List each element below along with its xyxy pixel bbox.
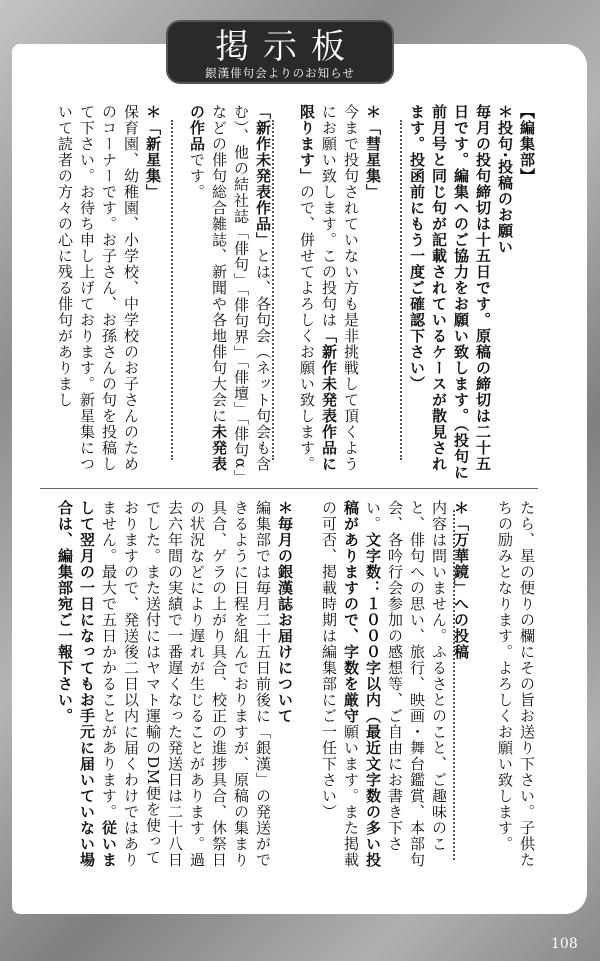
title-banner xyxy=(168,22,392,82)
bottom-section xyxy=(36,500,538,880)
page-number: 108 xyxy=(551,936,578,952)
editorial-heading: 【編集部】 xyxy=(518,104,536,184)
shinseishu-text: 保育園、幼稚園、小学校、中学校のお子さんのためのコーナーです。お子さん、お孫さんの句を投稿して下さい。お待ち申し上げております。新星集について読者の方々の心に残る俳句がありまし xyxy=(56,104,140,472)
divider-dots-4 xyxy=(453,510,455,860)
divider-dots-3 xyxy=(171,120,173,460)
submission-heading: ＊投句·投稿のお願い xyxy=(496,104,514,255)
suiseishu-text: 今まで投句されていない方も是非挑戦して頂くようにお願い致します。この投句は「新作未発表作品に限ります」ので、併せてよろしくお願い致します。 xyxy=(298,104,360,472)
mangekyo-text: 内容は問いません。ふるさとのこと、ご趣味のこと、俳句への思い、旅行、映画・舞台鑑賞、本部句会、各吟行会参加の感想等、ご自由にお書き下さい。文字数：１０００字以内（最近文字数の多い投稿がありますので、字数を厳守願います。また掲載の可否、掲載時期は編集部にご一任下さい） xyxy=(320,500,448,868)
delivery-text: 編集部では毎月二十五日前後に「銀漢」の発送ができるように日程を組んでおりますが、原稿の集まり具合、ゲラの上がり具合、校正の進捗具合、休祭日の状況などにより遅れが生じることがあります。過去六年間の実績で一番遅くなった発送日は二十八日でした。また送付にはヤマト運輸のDM便を使っておりますので、発送後二日以内に届くわけではありません。最大で五日かかることがあります。従いまして翌月の一日になってもお手元に届いていない場合は、編集部宛ご一報下さい。 xyxy=(56,500,272,868)
page-subtitle: 銀漢俳句会よりのお知らせ xyxy=(205,66,355,80)
divider-dots-1 xyxy=(400,120,402,460)
section-divider xyxy=(40,488,538,489)
top-section xyxy=(36,104,538,482)
page-title: 掲示板 xyxy=(215,27,359,67)
shinseishu-text-cont: たら、星の便りの欄にその旨お送り下さい。子供たちの励みとなります。よろしくお願い致します。 xyxy=(496,500,536,868)
suiseishu-heading: ＊「彗星集」 xyxy=(364,104,382,200)
divider-dots-2 xyxy=(272,120,274,460)
mangekyo-heading: ＊「万華鏡」への投稿 xyxy=(452,500,470,660)
shinseishu-heading: ＊「新星集」 xyxy=(144,104,162,200)
new-work-definition: 「新作未発表作品」とは、各句会（ネット句会も含む）、他の結社誌「俳句」「俳句界」「俳壇」「俳句α」などの俳句総合雑誌、新聞や各地俳句大会に未発表の作品です。 xyxy=(188,104,272,478)
delivery-heading: ＊毎月の銀漢誌お届けについて xyxy=(276,500,294,724)
deadline-text: 毎月の投句締切は十五日です。原稿の締切は二十五日です。編集へのご協力をお願い致します。（投句に前月号と同じ句が記載されているケースが散見されます。投函前にもう一度ご確認下さい） xyxy=(408,104,492,481)
